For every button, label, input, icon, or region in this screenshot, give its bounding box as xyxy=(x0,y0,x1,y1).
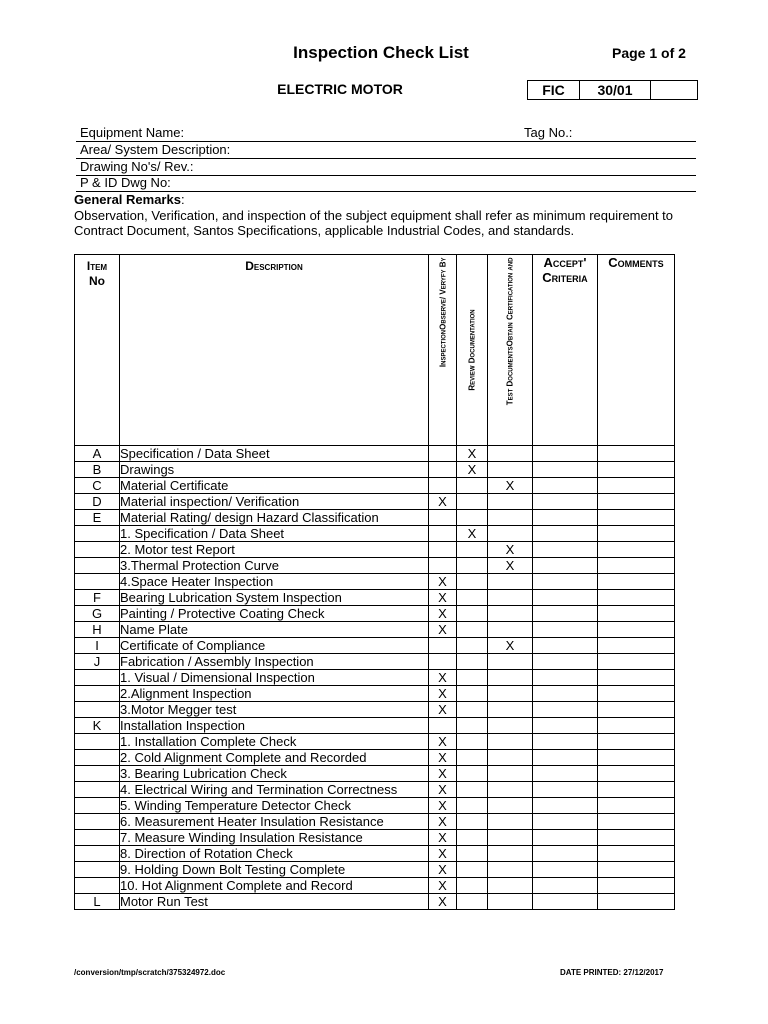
review-mark xyxy=(457,558,488,574)
inspection-mark: X xyxy=(429,494,457,510)
review-mark xyxy=(457,702,488,718)
review-mark xyxy=(457,638,488,654)
accept-criteria-cell xyxy=(533,510,598,526)
accept-criteria-cell xyxy=(533,846,598,862)
accept-criteria-cell xyxy=(533,638,598,654)
description-cell: Installation Inspection xyxy=(120,718,429,734)
test-mark xyxy=(488,494,533,510)
item-no-header: Item No xyxy=(75,255,120,446)
inspection-mark: X xyxy=(429,846,457,862)
review-documentation-header: Review Documentation xyxy=(457,255,488,446)
test-mark xyxy=(488,606,533,622)
test-mark xyxy=(488,510,533,526)
review-mark xyxy=(457,654,488,670)
table-row xyxy=(75,814,675,830)
item-cell xyxy=(75,862,120,878)
item-cell: G xyxy=(75,606,120,622)
review-mark xyxy=(457,590,488,606)
accept-criteria-cell xyxy=(533,542,598,558)
review-mark xyxy=(457,862,488,878)
table-row xyxy=(75,686,675,702)
description-cell: Motor Run Test xyxy=(120,894,429,910)
inspection-header: InspectionObserve/ Veryfy By xyxy=(429,255,457,446)
description-cell: Material Certificate xyxy=(120,478,429,494)
comments-cell xyxy=(598,846,675,862)
test-mark xyxy=(488,702,533,718)
description-cell: Name Plate xyxy=(120,622,429,638)
page-number: Page 1 of 2 xyxy=(612,45,686,61)
description-cell: Material Rating/ design Hazard Classification xyxy=(120,510,429,526)
description-cell: 10. Hot Alignment Complete and Record xyxy=(120,878,429,894)
accept-criteria-cell xyxy=(533,814,598,830)
description-cell: Certificate of Compliance xyxy=(120,638,429,654)
item-cell xyxy=(75,558,120,574)
review-mark: X xyxy=(457,446,488,462)
description-cell: 8. Direction of Rotation Check xyxy=(120,846,429,862)
test-mark xyxy=(488,894,533,910)
inspection-mark: X xyxy=(429,590,457,606)
comments-cell xyxy=(598,798,675,814)
table-row xyxy=(75,894,675,910)
table-row xyxy=(75,622,675,638)
description-cell: 1. Installation Complete Check xyxy=(120,734,429,750)
accept-criteria-cell xyxy=(533,670,598,686)
table-row xyxy=(75,750,675,766)
inspection-mark: X xyxy=(429,830,457,846)
comments-cell xyxy=(598,654,675,670)
comments-cell xyxy=(598,510,675,526)
inspection-mark: X xyxy=(429,734,457,750)
description-cell: 1. Specification / Data Sheet xyxy=(120,526,429,542)
accept-criteria-cell xyxy=(533,574,598,590)
accept-criteria-cell xyxy=(533,702,598,718)
accept-criteria-cell xyxy=(533,590,598,606)
description-cell: 2.Alignment Inspection xyxy=(120,686,429,702)
table-row xyxy=(75,654,675,670)
description-cell: Fabrication / Assembly Inspection xyxy=(120,654,429,670)
comments-cell xyxy=(598,638,675,654)
item-cell xyxy=(75,814,120,830)
inspection-mark xyxy=(429,718,457,734)
table-row xyxy=(75,542,675,558)
description-cell: 2. Motor test Report xyxy=(120,542,429,558)
tag-no-label: Tag No.: xyxy=(524,125,573,140)
review-mark: X xyxy=(457,462,488,478)
inspection-mark xyxy=(429,542,457,558)
comments-cell xyxy=(598,734,675,750)
area-label: Area/ System Description: xyxy=(80,142,231,157)
accept-criteria-cell xyxy=(533,782,598,798)
comments-cell xyxy=(598,670,675,686)
test-mark xyxy=(488,734,533,750)
test-mark xyxy=(488,590,533,606)
inspection-mark: X xyxy=(429,798,457,814)
item-cell xyxy=(75,574,120,590)
comments-cell xyxy=(598,606,675,622)
comments-cell xyxy=(598,574,675,590)
test-mark: X xyxy=(488,478,533,494)
table-row xyxy=(75,478,675,494)
comments-cell xyxy=(598,750,675,766)
table-row xyxy=(75,862,675,878)
description-header: Description xyxy=(120,255,429,446)
table-row xyxy=(75,446,675,462)
item-cell xyxy=(75,798,120,814)
table-row xyxy=(75,558,675,574)
table-row xyxy=(75,878,675,894)
item-cell xyxy=(75,830,120,846)
table-row xyxy=(75,782,675,798)
test-mark xyxy=(488,814,533,830)
comments-cell xyxy=(598,462,675,478)
comments-cell xyxy=(598,766,675,782)
inspection-mark: X xyxy=(429,670,457,686)
comments-cell xyxy=(598,894,675,910)
footer-file-path: /conversion/tmp/scratch/375324972.doc xyxy=(74,968,226,977)
table-row xyxy=(75,702,675,718)
test-mark xyxy=(488,574,533,590)
table-row xyxy=(75,526,675,542)
document-title: Inspection Check List xyxy=(293,43,469,62)
inspection-mark: X xyxy=(429,606,457,622)
description-cell: 6. Measurement Heater Insulation Resistance xyxy=(120,814,429,830)
item-cell xyxy=(75,542,120,558)
review-mark xyxy=(457,766,488,782)
item-cell: F xyxy=(75,590,120,606)
item-cell: I xyxy=(75,638,120,654)
inspection-mark xyxy=(429,462,457,478)
inspection-checklist-table xyxy=(74,254,675,910)
general-remarks-text: Observation, Verification, and inspection of the subject equipment shall refer as minimum requirement to Contract Document, Santos Specifications, applicable Industrial Codes, and standards. xyxy=(74,208,674,238)
item-cell: D xyxy=(75,494,120,510)
description-cell: 4.Space Heater Inspection xyxy=(120,574,429,590)
item-cell xyxy=(75,670,120,686)
drawing-label: Drawing No's/ Rev.: xyxy=(80,159,194,174)
pid-line xyxy=(76,175,696,192)
accept-criteria-cell xyxy=(533,878,598,894)
description-cell: 3.Thermal Protection Curve xyxy=(120,558,429,574)
item-cell xyxy=(75,878,120,894)
inspection-mark xyxy=(429,446,457,462)
review-mark xyxy=(457,542,488,558)
test-mark xyxy=(488,878,533,894)
item-cell xyxy=(75,686,120,702)
inspection-mark: X xyxy=(429,814,457,830)
inspection-mark: X xyxy=(429,766,457,782)
table-row xyxy=(75,462,675,478)
description-cell: 3.Motor Megger test xyxy=(120,702,429,718)
item-cell: K xyxy=(75,718,120,734)
review-mark xyxy=(457,798,488,814)
test-mark xyxy=(488,862,533,878)
table-row xyxy=(75,830,675,846)
review-mark xyxy=(457,494,488,510)
comments-cell xyxy=(598,542,675,558)
item-cell xyxy=(75,750,120,766)
comments-cell xyxy=(598,446,675,462)
inspection-mark: X xyxy=(429,782,457,798)
item-cell: E xyxy=(75,510,120,526)
review-mark xyxy=(457,814,488,830)
description-cell: 7. Measure Winding Insulation Resistance xyxy=(120,830,429,846)
test-mark xyxy=(488,830,533,846)
table-row xyxy=(75,510,675,526)
accept-criteria-cell xyxy=(533,894,598,910)
form-code-box xyxy=(527,80,698,100)
item-cell xyxy=(75,702,120,718)
test-mark xyxy=(488,686,533,702)
inspection-mark: X xyxy=(429,878,457,894)
comments-header: Comments xyxy=(598,255,675,446)
review-mark xyxy=(457,718,488,734)
accept-criteria-cell xyxy=(533,462,598,478)
review-mark xyxy=(457,606,488,622)
comments-cell xyxy=(598,686,675,702)
comments-cell xyxy=(598,718,675,734)
test-mark xyxy=(488,750,533,766)
review-mark xyxy=(457,878,488,894)
accept-criteria-cell xyxy=(533,622,598,638)
accept-criteria-cell xyxy=(533,750,598,766)
inspection-mark: X xyxy=(429,862,457,878)
test-mark xyxy=(488,846,533,862)
comments-cell xyxy=(598,782,675,798)
description-cell: 9. Holding Down Bolt Testing Complete xyxy=(120,862,429,878)
accept-criteria-header: Accept' Criteria xyxy=(533,255,598,446)
test-mark xyxy=(488,526,533,542)
pid-label: P & ID Dwg No: xyxy=(80,175,171,190)
comments-cell xyxy=(598,494,675,510)
document-subtitle: ELECTRIC MOTOR xyxy=(277,81,403,97)
description-cell: Bearing Lubrication System Inspection xyxy=(120,590,429,606)
item-cell: B xyxy=(75,462,120,478)
review-mark xyxy=(457,686,488,702)
inspection-mark xyxy=(429,478,457,494)
inspection-mark xyxy=(429,638,457,654)
review-mark xyxy=(457,622,488,638)
review-mark xyxy=(457,830,488,846)
review-mark xyxy=(457,782,488,798)
table-row xyxy=(75,670,675,686)
item-cell xyxy=(75,766,120,782)
description-cell: Specification / Data Sheet xyxy=(120,446,429,462)
table-row xyxy=(75,798,675,814)
item-cell: A xyxy=(75,446,120,462)
general-remarks-heading: General Remarks: xyxy=(74,192,185,207)
accept-criteria-cell xyxy=(533,734,598,750)
item-cell xyxy=(75,846,120,862)
test-mark xyxy=(488,462,533,478)
inspection-mark: X xyxy=(429,686,457,702)
test-mark: X xyxy=(488,638,533,654)
test-mark xyxy=(488,782,533,798)
table-row xyxy=(75,846,675,862)
item-cell: J xyxy=(75,654,120,670)
footer-date-printed: DATE PRINTED: 27/12/2017 xyxy=(560,968,664,977)
test-mark xyxy=(488,718,533,734)
comments-cell xyxy=(598,622,675,638)
description-cell: Painting / Protective Coating Check xyxy=(120,606,429,622)
test-documents-header: Test DocumentsObtain Certification and xyxy=(488,255,533,446)
table-row xyxy=(75,638,675,654)
inspection-mark: X xyxy=(429,894,457,910)
accept-criteria-cell xyxy=(533,606,598,622)
accept-criteria-cell xyxy=(533,446,598,462)
table-row xyxy=(75,574,675,590)
item-cell: H xyxy=(75,622,120,638)
test-mark: X xyxy=(488,558,533,574)
description-cell: 5. Winding Temperature Detector Check xyxy=(120,798,429,814)
inspection-mark xyxy=(429,654,457,670)
comments-cell xyxy=(598,814,675,830)
review-mark xyxy=(457,478,488,494)
table-row xyxy=(75,606,675,622)
comments-cell xyxy=(598,590,675,606)
inspection-mark: X xyxy=(429,622,457,638)
test-mark: X xyxy=(488,542,533,558)
comments-cell xyxy=(598,878,675,894)
accept-criteria-cell xyxy=(533,830,598,846)
inspection-mark: X xyxy=(429,750,457,766)
test-mark xyxy=(488,798,533,814)
accept-criteria-cell xyxy=(533,718,598,734)
test-mark xyxy=(488,446,533,462)
accept-criteria-cell xyxy=(533,478,598,494)
accept-criteria-cell xyxy=(533,494,598,510)
review-mark xyxy=(457,846,488,862)
comments-cell xyxy=(598,558,675,574)
review-mark xyxy=(457,750,488,766)
table-row xyxy=(75,766,675,782)
form-code-prefix: FIC xyxy=(528,81,580,99)
inspection-mark xyxy=(429,526,457,542)
test-mark xyxy=(488,670,533,686)
table-row xyxy=(75,734,675,750)
description-cell: Drawings xyxy=(120,462,429,478)
item-cell: C xyxy=(75,478,120,494)
inspection-mark: X xyxy=(429,702,457,718)
form-code-extra xyxy=(651,81,697,99)
table-header-row xyxy=(75,255,675,446)
accept-criteria-cell xyxy=(533,766,598,782)
inspection-mark xyxy=(429,510,457,526)
review-mark xyxy=(457,894,488,910)
item-cell xyxy=(75,734,120,750)
comments-cell xyxy=(598,830,675,846)
accept-criteria-cell xyxy=(533,798,598,814)
comments-cell xyxy=(598,478,675,494)
test-mark xyxy=(488,654,533,670)
equipment-name-line xyxy=(76,125,696,142)
item-cell xyxy=(75,782,120,798)
equipment-name-label: Equipment Name: xyxy=(80,125,185,140)
inspection-mark: X xyxy=(429,574,457,590)
accept-criteria-cell xyxy=(533,686,598,702)
description-cell: 4. Electrical Wiring and Termination Correctness xyxy=(120,782,429,798)
review-mark xyxy=(457,510,488,526)
accept-criteria-cell xyxy=(533,526,598,542)
accept-criteria-cell xyxy=(533,558,598,574)
drawing-line xyxy=(76,159,696,176)
description-cell: 2. Cold Alignment Complete and Recorded xyxy=(120,750,429,766)
review-mark xyxy=(457,734,488,750)
comments-cell xyxy=(598,526,675,542)
table-row xyxy=(75,590,675,606)
comments-cell xyxy=(598,702,675,718)
accept-criteria-cell xyxy=(533,654,598,670)
description-cell: 3. Bearing Lubrication Check xyxy=(120,766,429,782)
description-cell: 1. Visual / Dimensional Inspection xyxy=(120,670,429,686)
test-mark xyxy=(488,766,533,782)
table-row xyxy=(75,494,675,510)
area-line xyxy=(76,142,696,159)
item-cell xyxy=(75,526,120,542)
item-cell: L xyxy=(75,894,120,910)
description-cell: Material inspection/ Verification xyxy=(120,494,429,510)
review-mark xyxy=(457,670,488,686)
inspection-mark xyxy=(429,558,457,574)
test-mark xyxy=(488,622,533,638)
review-mark xyxy=(457,574,488,590)
form-code-number: 30/01 xyxy=(580,81,651,99)
comments-cell xyxy=(598,862,675,878)
accept-criteria-cell xyxy=(533,862,598,878)
review-mark: X xyxy=(457,526,488,542)
table-row xyxy=(75,718,675,734)
